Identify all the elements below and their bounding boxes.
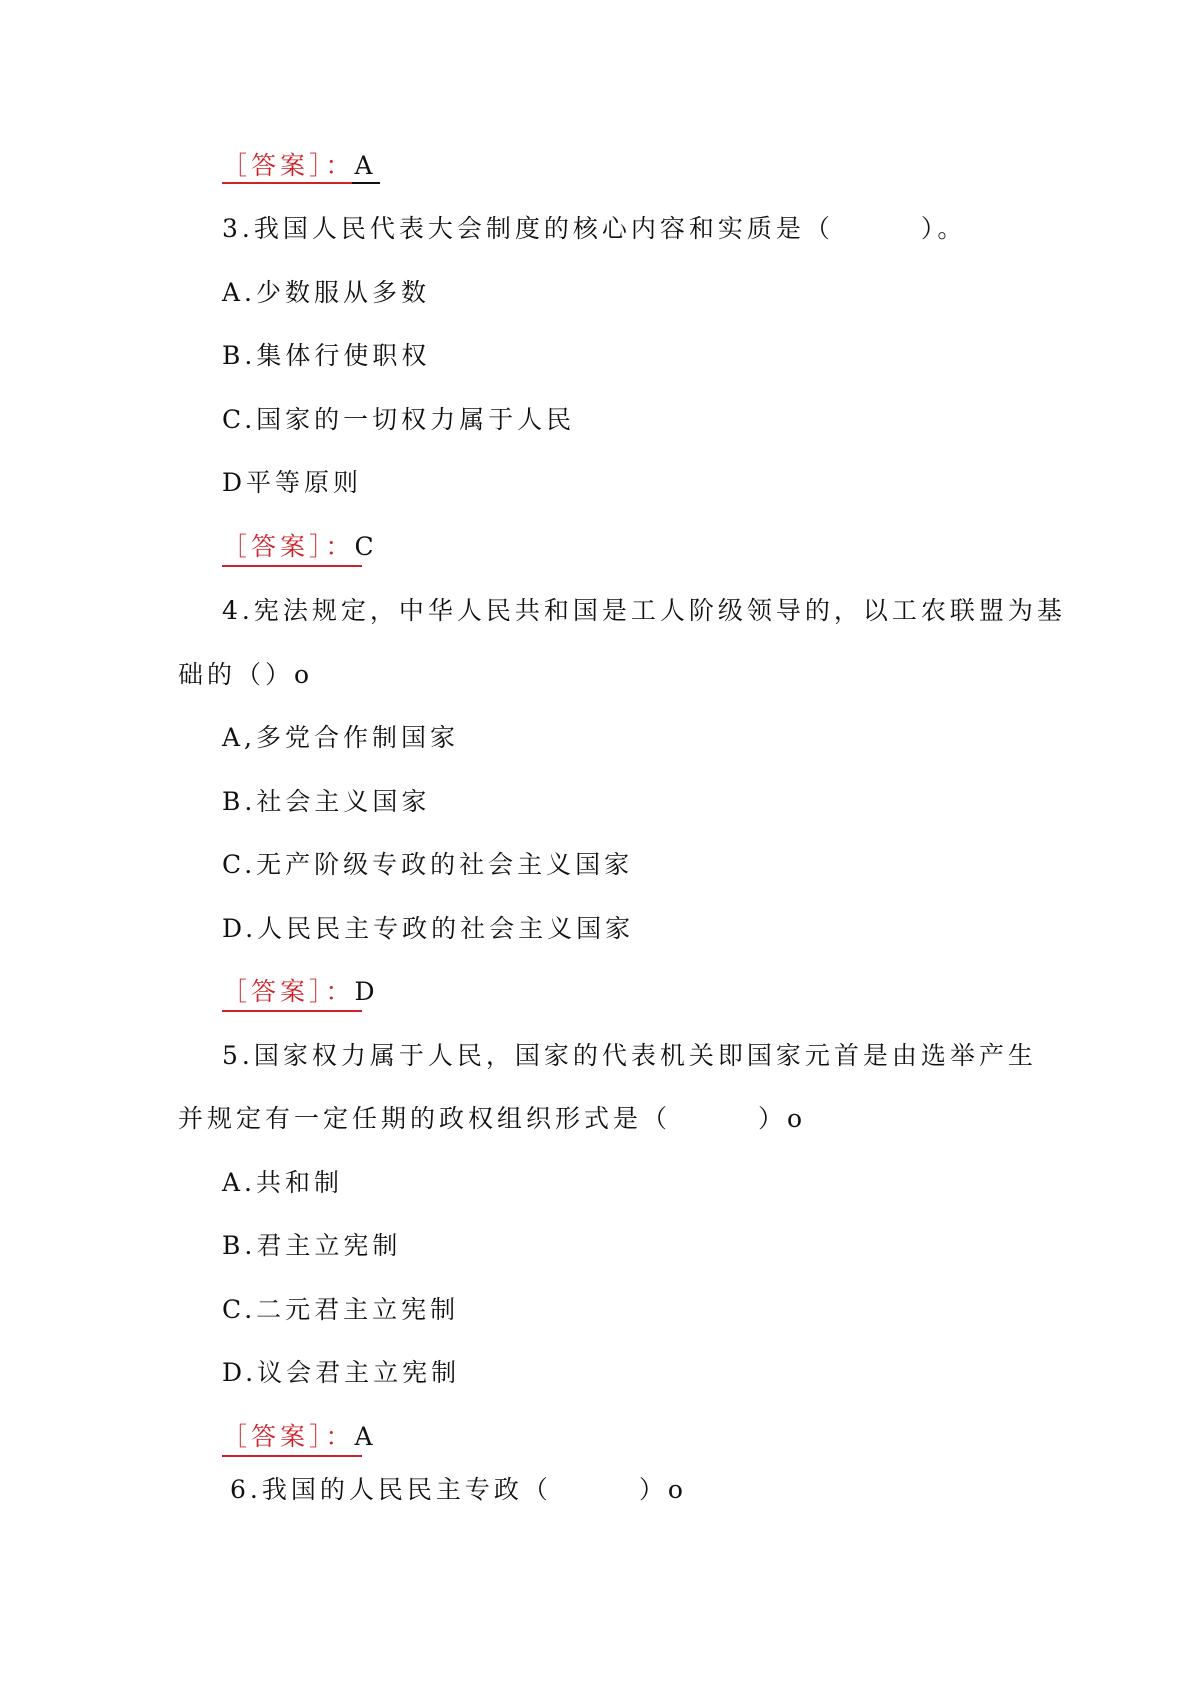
question-3-stem: 3.我国人民代表大会制度的核心内容和实质是（ ）。 <box>222 214 967 243</box>
question-4-option-b: B.社会主义国家 <box>222 787 431 816</box>
question-4-option-d: D.人民民主专政的社会主义国家 <box>222 914 635 943</box>
answer-letter: D <box>354 977 379 1006</box>
answer-letter: C <box>354 532 378 561</box>
question-5-stem-line2: 并规定有一定任期的政权组织形式是（ ）o <box>178 1104 807 1133</box>
question-5-stem-line1: 5.国家权力属于人民，国家的代表机关即国家元首是由选举产生 <box>222 1041 1037 1070</box>
question-5-option-b: B.君主立宪制 <box>222 1231 402 1260</box>
question-4-stem-line2: 础的（）o <box>178 660 314 689</box>
question-3-option-c: C.国家的一切权力属于人民 <box>222 405 576 434</box>
answer-underline <box>222 1455 362 1457</box>
answer-q5 <box>222 1421 377 1453</box>
answer-letter: A <box>354 151 377 180</box>
answer-underline <box>222 565 362 567</box>
question-4-option-c: C.无产阶级专政的社会主义国家 <box>222 850 634 879</box>
answer-label: ［答案］： <box>222 532 355 561</box>
question-4-stem-line1: 4.宪法规定，中华人民共和国是工人阶级领导的，以工农联盟为基 <box>222 596 1066 625</box>
question-6-stem: 6.我国的人民民主专政（ ）o <box>230 1475 687 1504</box>
answer-label: ［答案］： <box>222 151 355 180</box>
answer-q4 <box>222 976 379 1008</box>
question-3-option-a: A.少数服从多数 <box>222 278 431 307</box>
answer-label: ［答案］： <box>222 977 355 1006</box>
answer-underline-letter <box>352 182 380 184</box>
question-5-option-c: C.二元君主立宪制 <box>222 1295 460 1324</box>
answer-q2 <box>222 150 377 182</box>
answer-label: ［答案］： <box>222 1422 355 1451</box>
question-5-option-d: D.议会君主立宪制 <box>222 1358 461 1387</box>
answer-underline <box>222 1010 362 1012</box>
answer-underline <box>222 182 352 184</box>
question-3-option-b: B.集体行使职权 <box>222 341 431 370</box>
question-3-option-d: D平等原则 <box>222 468 363 497</box>
question-4-option-a: A,多党合作制国家 <box>222 723 460 752</box>
question-5-option-a: A.共和制 <box>222 1168 344 1197</box>
answer-q3 <box>222 531 378 563</box>
answer-letter: A <box>354 1422 377 1451</box>
